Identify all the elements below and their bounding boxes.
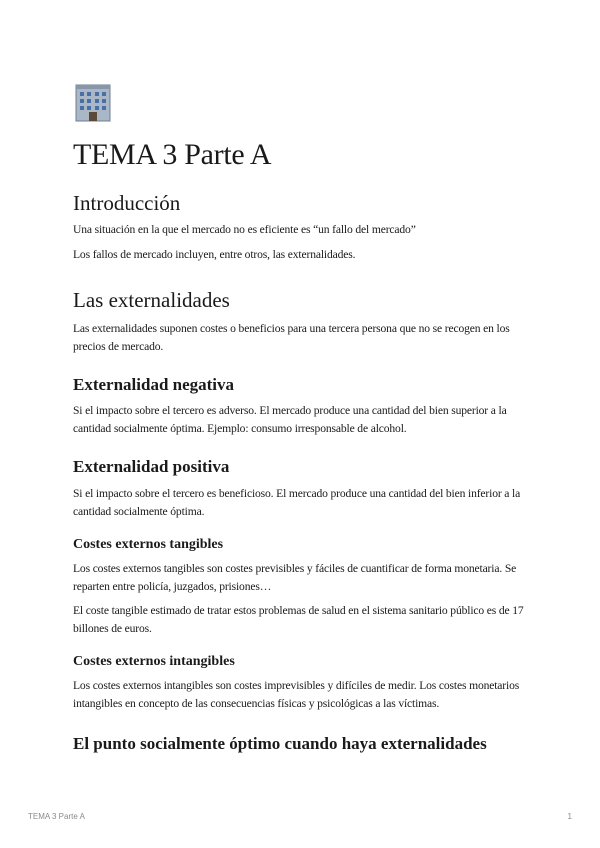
subsection-heading-negativa: Externalidad negativa xyxy=(73,375,235,394)
paragraph: Si el impacto sobre el tercero es adverso. El mercado produce una cantidad del bien superior a la cantidad socialmente óptima. Ejemplo: consumo irresponsable de alcohol. xyxy=(73,404,507,435)
footer-title: TEMA 3 Parte A xyxy=(28,812,85,821)
paragraph: Los fallos de mercado incluyen, entre otros, las externalidades. xyxy=(73,248,356,261)
page-footer xyxy=(28,812,572,821)
section-heading-externalidades: Las externalidades xyxy=(73,288,230,312)
paragraph: Los costes externos intangibles son costes imprevisibles y difíciles de medir. Los costes monetarios intangibles en concepto de las consecuencias físicas y psicológicas a las víctimas. xyxy=(73,679,520,710)
paragraph: Los costes externos tangibles son costes previsibles y fáciles de cuantificar de forma monetaria. Se reparten entre policía, juzgados, prisiones… xyxy=(73,562,517,593)
section-heading-introduccion: Introducción xyxy=(73,191,181,215)
office-building-icon xyxy=(73,82,113,122)
paragraph: Las externalidades suponen costes o beneficios para una tercera persona que no se recogen en los precios de mercado. xyxy=(73,322,510,353)
paragraph: El coste tangible estimado de tratar estos problemas de salud en el sistema sanitario público es de 17 billones de euros. xyxy=(73,604,524,635)
subsection-heading-positiva: Externalidad positiva xyxy=(73,457,230,476)
paragraph: Si el impacto sobre el tercero es beneficioso. El mercado produce una cantidad del bien inferior a la cantidad socialmente óptima. xyxy=(73,487,521,518)
page-number: 1 xyxy=(567,812,572,821)
page-title: TEMA 3 Parte A xyxy=(73,138,272,171)
subsection-heading-tangibles: Costes externos tangibles xyxy=(73,537,224,552)
subsection-heading-intangibles: Costes externos intangibles xyxy=(73,654,235,669)
paragraph: Una situación en la que el mercado no es eficiente es “un fallo del mercado” xyxy=(73,223,416,236)
subsection-heading-optimo: El punto socialmente óptimo cuando haya externalidades xyxy=(73,734,487,753)
